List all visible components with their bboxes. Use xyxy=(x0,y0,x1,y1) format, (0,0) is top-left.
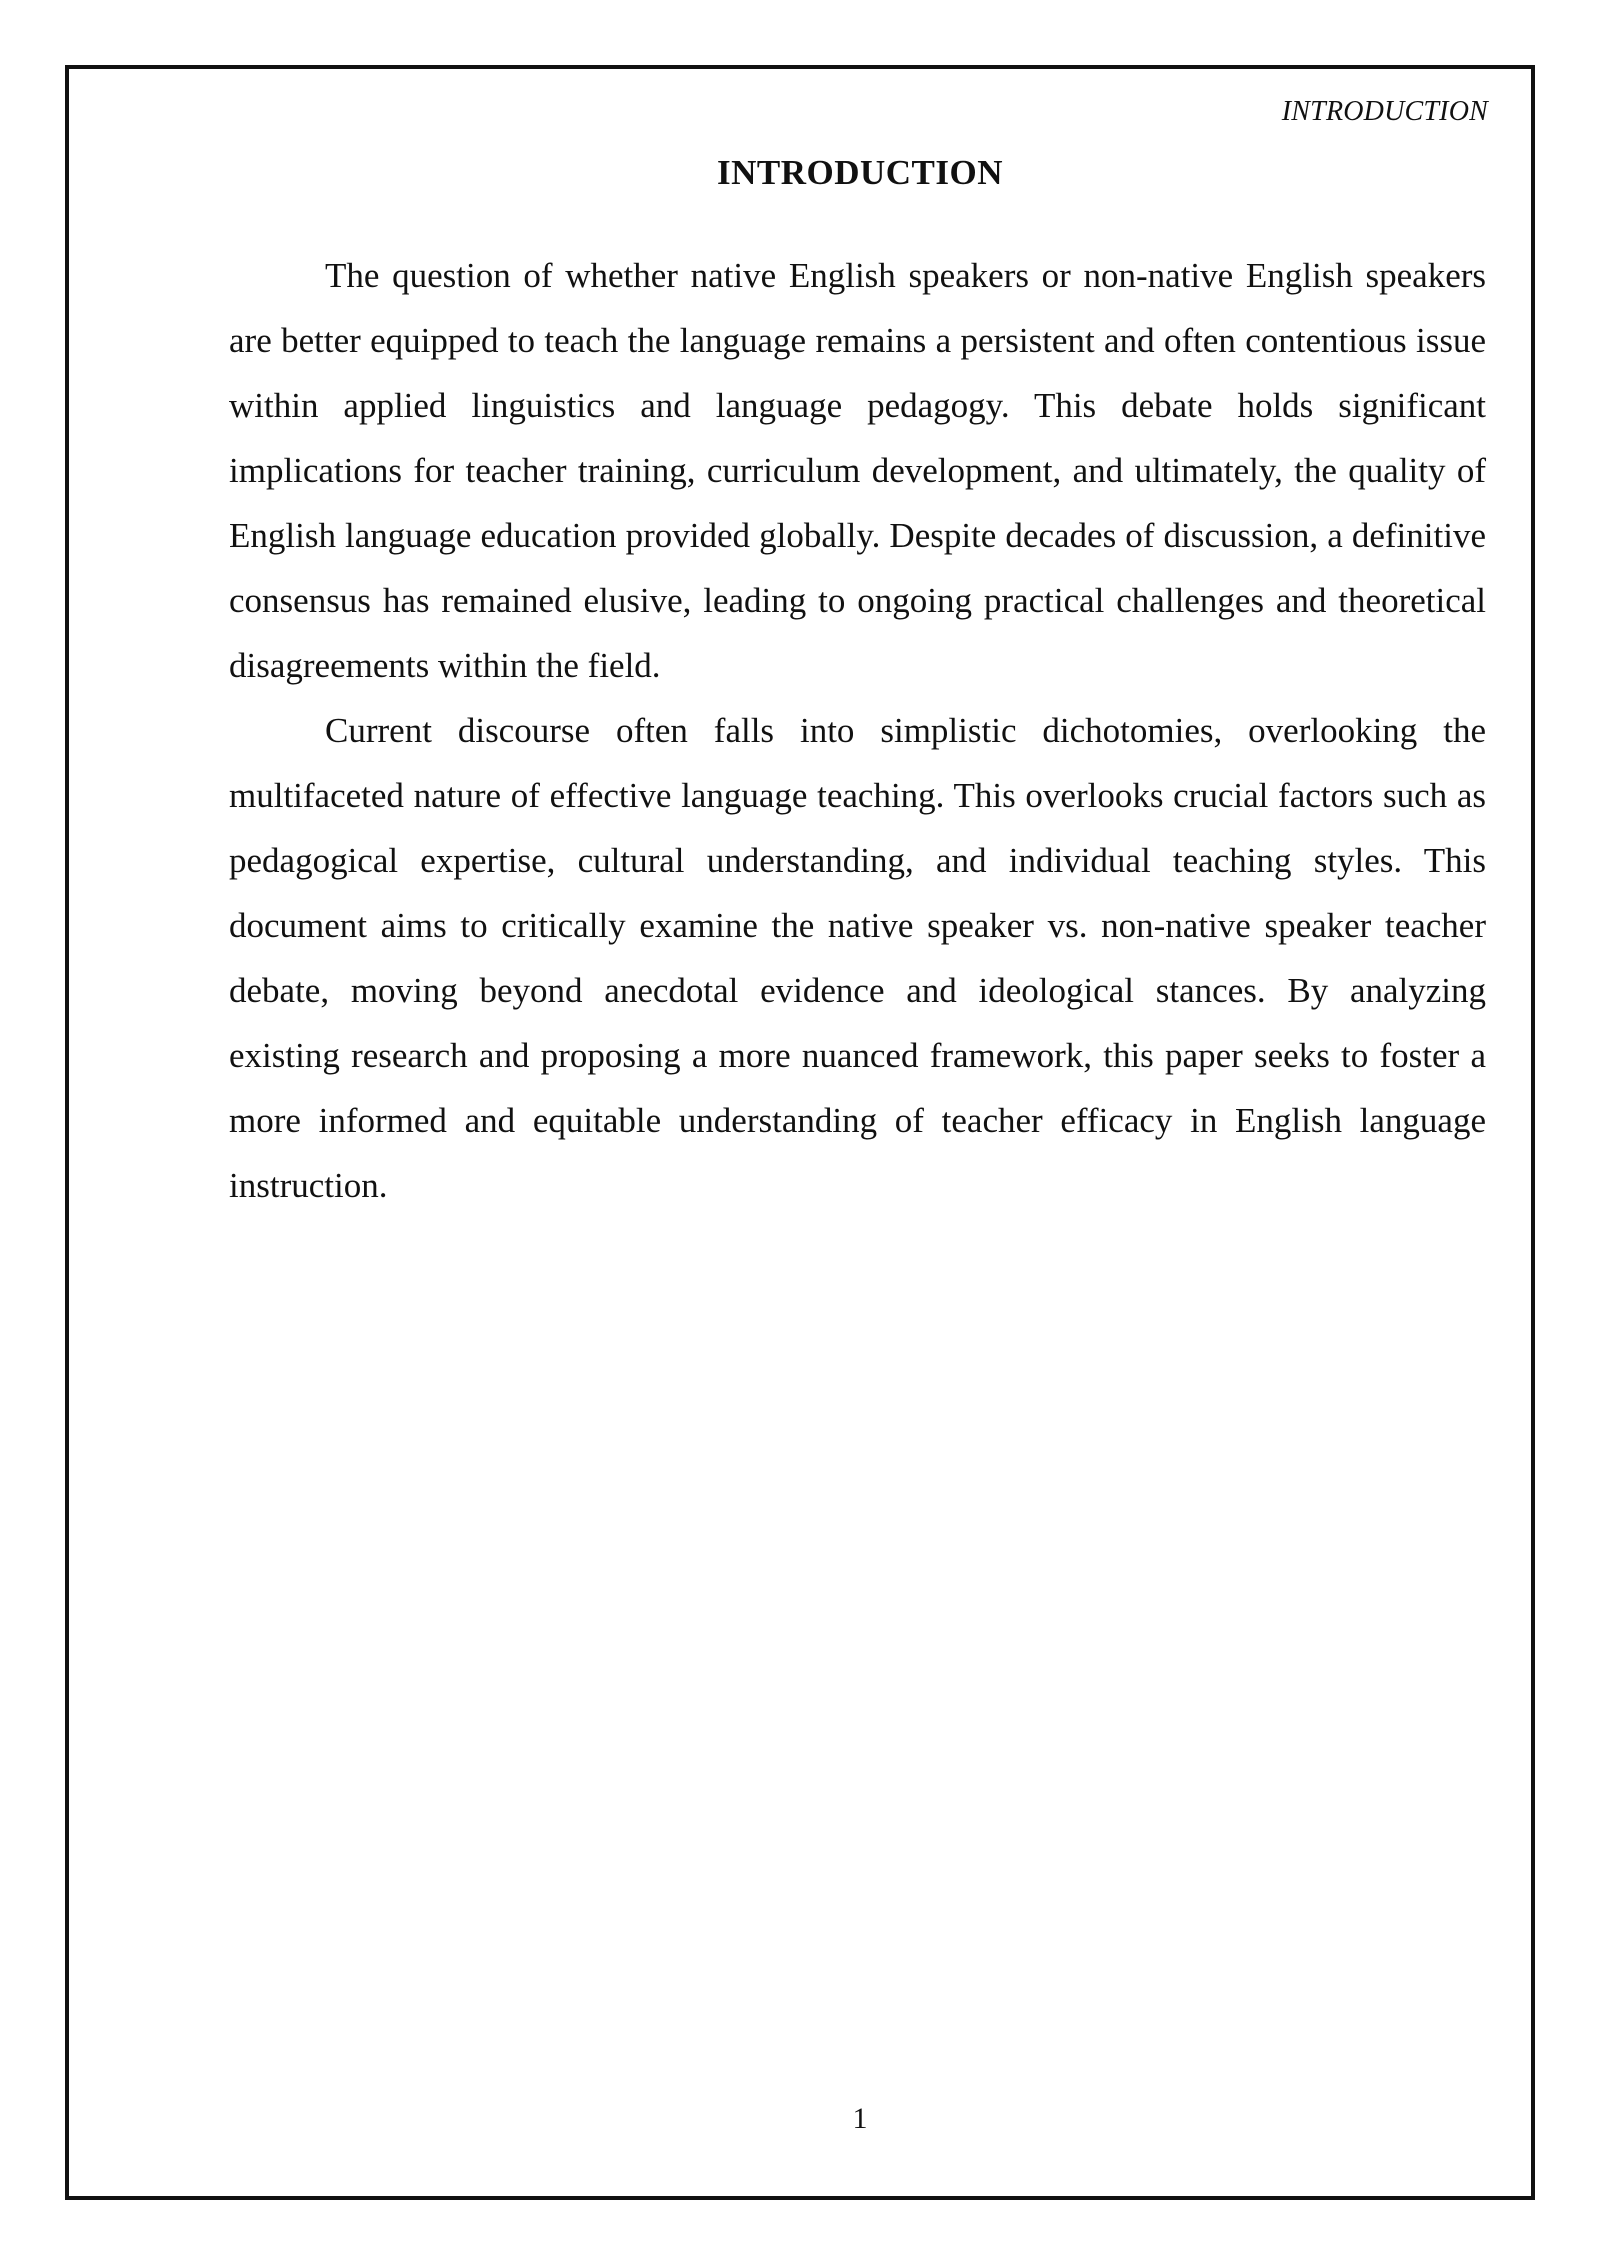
section-title: INTRODUCTION xyxy=(716,153,1004,192)
page-number: 1 xyxy=(852,2102,868,2135)
body-text xyxy=(229,243,1486,1218)
running-header: INTRODUCTION xyxy=(1281,96,1488,127)
paragraph-1: The question of whether native English speakers or non-native English speakers are better equipped to teach the language remains a persistent and often contentious issue within applied linguistics and language pedagogy. This debate holds significant implications for teacher training, curriculum development, and ultimately, the quality of English language education provided globally. Despite decades of discussion, a definitive consensus has remained elusive, leading to ongoing practical challenges and theoretical disagreements within the field. xyxy=(229,256,1486,685)
paragraph-2: Current discourse often falls into simplistic dichotomies, overlooking the multifaceted nature of effective language teaching. This overlooks crucial factors such as pedagogical expertise, cultural understanding, and individual teaching styles. This document aims to critically examine the native speaker vs. non-native speaker teacher debate, moving beyond anecdotal evidence and ideological stances. By analyzing existing research and proposing a more nuanced framework, this paper seeks to foster a more informed and equitable understanding of teacher efficacy in English language instruction. xyxy=(229,711,1486,1205)
